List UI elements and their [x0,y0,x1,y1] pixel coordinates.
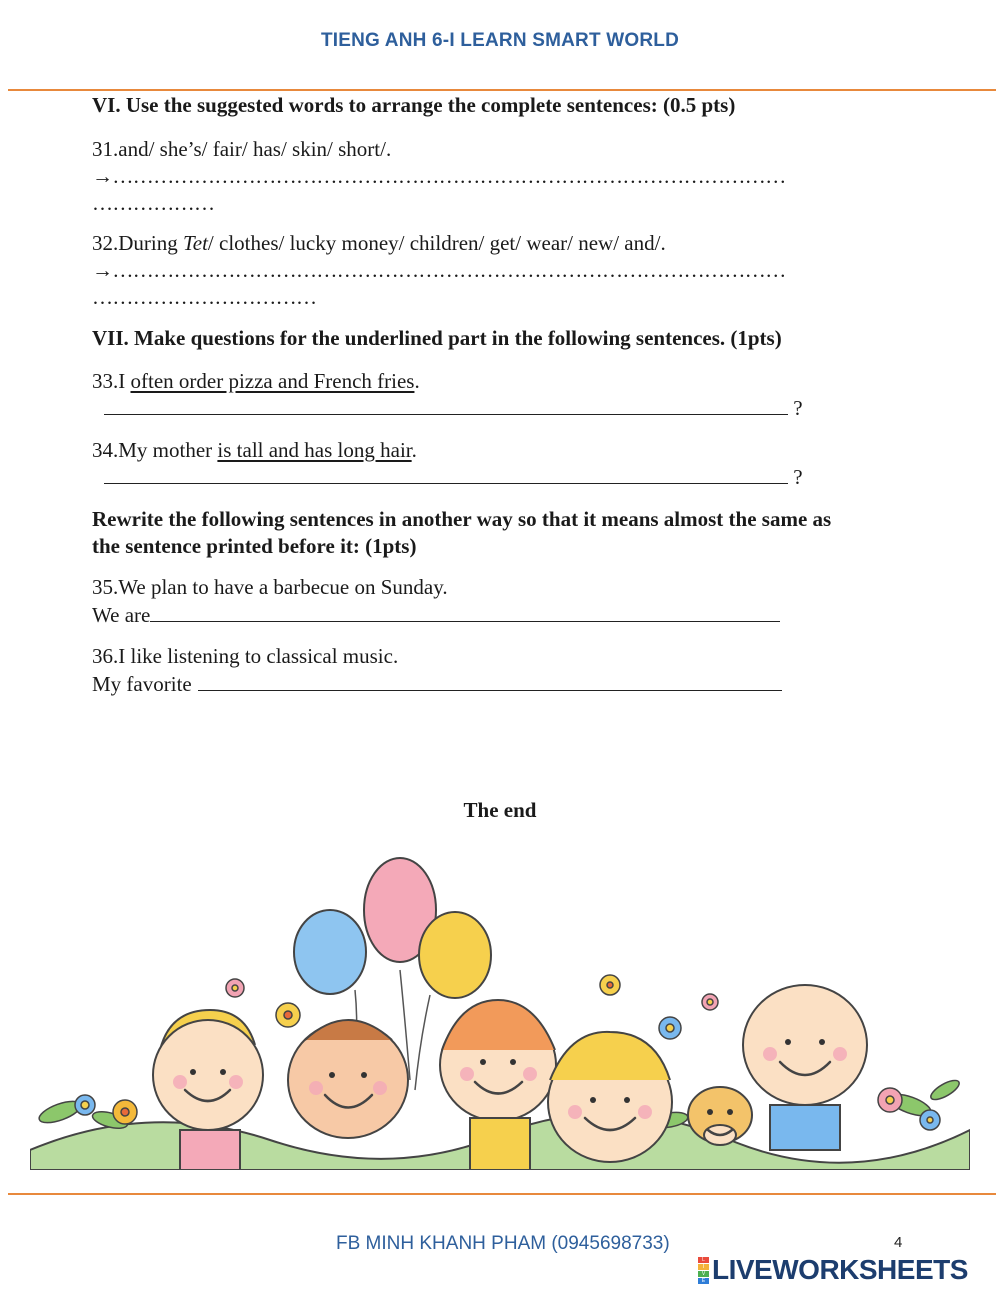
page-number: 4 [894,1234,903,1251]
question-33-question-mark: ? [793,396,803,420]
question-34-prefix: 34.My mother [92,438,218,462]
top-divider [8,89,996,91]
question-34-text [92,437,907,464]
question-36-text: 36.I like listening to classical music. [92,644,399,668]
question-32-answer-line-1[interactable]: →……………………………………………………………………………………… [92,258,786,282]
question-32-prefix: 32.During [92,231,183,255]
question-35-answer-row [92,601,907,629]
question-35-starter: We are [92,603,151,627]
question-31-text: 31.and/ she’s/ fair/ has/ skin/ short/. [92,137,392,161]
section-6-title: VI. Use the suggested words to arrange the complete sentences: (0.5 pts) [92,93,736,117]
question-33-underlined-part: often order pizza and French fries [130,369,415,393]
logo-letter-e: E [698,1278,709,1284]
question-36-starter: My favorite [92,672,192,696]
question-34-suffix: . [411,438,417,462]
question-35-text: 35.We plan to have a barbecue on Sunday. [92,575,448,599]
logo-letter-i: I [698,1264,709,1270]
logo-letter-v: V [698,1271,709,1277]
question-36-answer-row [92,670,907,698]
footer-author: FB MINH KHANH PHAM (0945698733) [336,1233,670,1254]
rewrite-section-title-line-2: the sentence printed before it: (1pts) [92,534,417,558]
question-33-text [92,368,907,395]
bottom-divider [8,1193,996,1195]
balloons [294,858,491,998]
blue-balloon [294,910,366,994]
question-33-prefix: 33.I [92,369,131,393]
question-32-answer-line-2[interactable]: …………………………… [92,285,317,309]
question-32-text [92,230,907,257]
children-with-balloons-illustration [30,850,970,1170]
question-35-answer-line[interactable] [150,601,780,622]
question-32-rest: / clothes/ lucky money/ children/ get/ wear/ new/ and/. [207,231,666,255]
question-31-answer-line-1[interactable]: →……………………………………………………………………………………… [92,164,786,188]
question-34-question-mark: ? [793,465,803,489]
liveworksheets-logo-icon [698,1257,709,1284]
section-7-title: VII. Make questions for the underlined part in the following sentences. (1pts) [92,326,782,350]
question-32-italic-word: Tet [183,231,208,255]
rewrite-section-title-line-1: Rewrite the following sentences in another way so that it means almost the same as [92,507,832,531]
question-33-answer-row [92,394,907,422]
liveworksheets-logo[interactable] [698,1255,968,1285]
liveworksheets-logo-text: LIVEWORKSHEETS [712,1254,968,1285]
question-34-answer-line[interactable] [104,463,788,484]
question-31-answer-line-2[interactable]: ……………… [92,191,215,215]
question-33-answer-line[interactable] [104,394,788,415]
yellow-balloon [419,912,491,998]
logo-letter-l: L [698,1257,709,1263]
question-33-suffix: . [414,369,420,393]
question-36-answer-line[interactable] [198,670,782,691]
header-title: TIENG ANH 6-I LEARN SMART WORLD [320,30,680,51]
question-34-underlined-part: is tall and has long hair [217,438,412,462]
question-34-answer-row [92,463,907,491]
end-text: The end [463,798,537,822]
